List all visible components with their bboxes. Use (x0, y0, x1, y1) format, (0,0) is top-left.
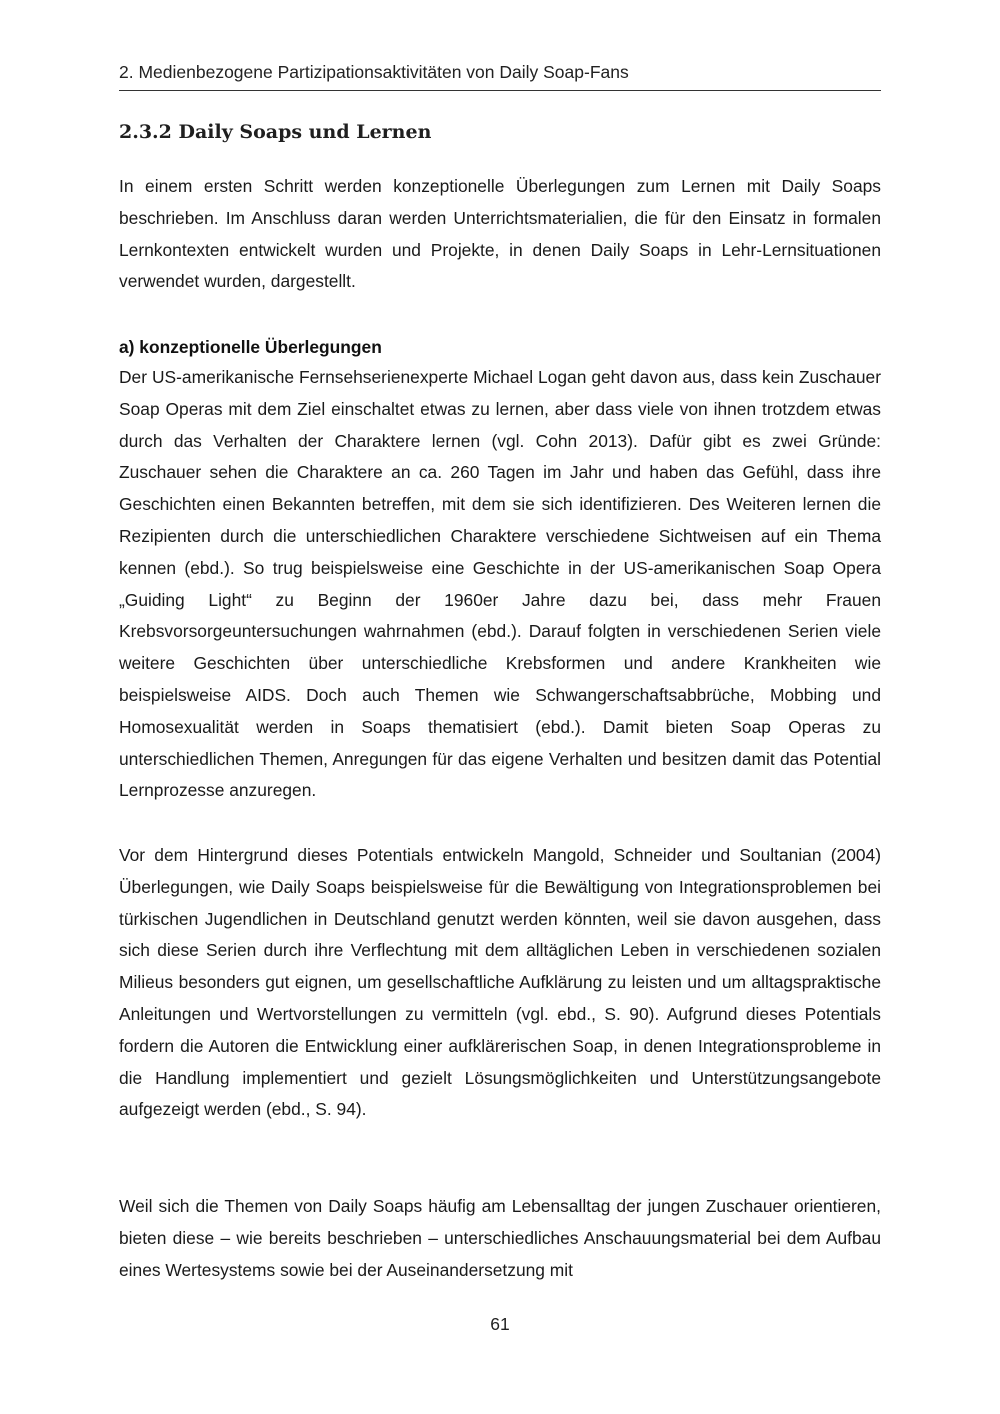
running-header: 2. Medienbezogene Partizipationsaktivitäten von Daily Soap-Fans (119, 62, 629, 82)
intro-paragraph: In einem ersten Schritt werden konzeptionelle Überlegungen zum Lernen mit Daily Soaps beschrieben. Im Anschluss daran werden Unterrichtsmaterialien, die für den Einsatz in formalen Lernkontexten entwickelt wurden und Projekte, in denen Daily Soaps in Lehr-Lernsituationen verwendet wurden, dargestellt. (119, 176, 881, 292)
body-paragraph: Weil sich die Themen von Daily Soaps häufig am Lebensalltag der jungen Zuschauer orientieren, bieten diese – wie bereits beschrieben – unterschiedliches Anschauungsmaterial bei dem Aufbau eines Wertesystems sowie bei der Auseinandersetzung mit (119, 1196, 881, 1280)
header-divider (119, 90, 881, 91)
subsection-heading: a) konzeptionelle Überlegungen (119, 337, 382, 357)
page-number: 61 (490, 1314, 510, 1334)
body-paragraph: Vor dem Hintergrund dieses Potentials entwickeln Mangold, Schneider und Soultanian (2004) Überlegungen, wie Daily Soaps beispielsweise für die Bewältigung von Integrationsproblemen bei türkischen Jugendlichen in Deutschland genutzt werden könnten, weil sie davon ausgehen, dass sich diese Serien durch ihre Verflechtung mit dem alltäglichen Leben in verschiedenen sozialen Milieus besonders gut eignen, um gesellschaftliche Aufklärung zu leisten und um alltagspraktische Anleitungen und Wertvorstellungen zu vermitteln (vgl. ebd., S. 90). Aufgrund dieses Potentials fordern die Autoren die Entwicklung einer aufklärerischen Soap, in denen Integrationsprobleme in die Handlung implementiert und gezielt Lösungsmöglichkeiten und Unterstützungsangebote aufgezeigt werden (ebd., S. 94). (119, 845, 881, 1120)
body-paragraph: Der US-amerikanische Fernsehserienexperte Michael Logan geht davon aus, dass kein Zuschauer Soap Operas mit dem Ziel einschaltet etwas zu lernen, aber dass viele von ihnen trotzdem etwas durch das Verhalten der Charaktere lernen (vgl. Cohn 2013). Dafür gibt es zwei Gründe: Zuschauer sehen die Charaktere an ca. 260 Tagen im Jahr und haben das Gefühl, dass ihre Geschichten einen Bekannten betreffen, mit dem sie sich identifizieren. Des Weiteren lernen die Rezipienten durch die unterschiedlichen Charaktere verschiedene Sichtweisen auf ein Thema kennen (ebd.). So trug beispielsweise eine Geschichte in der US-amerikanischen Soap Opera „Guiding Light“ zu Beginn der 1960er Jahre dazu bei, dass mehr Frauen Krebsvorsorgeuntersuchungen wahrnahmen (ebd.). Darauf folgten in verschiedenen Serien viele weitere Geschichten über unterschiedliche Krebsformen und andere Krankheiten wie beispielsweise AIDS. Doch auch Themen wie Schwangerschaftsabbrüche, Mobbing und Homosexualität werden in Soaps thematisiert (ebd.). Damit bieten Soap Operas zu unterschiedlichen Themen, Anregungen für das eigene Verhalten und besitzen damit das Potential Lernprozesse anzuregen. (119, 367, 881, 801)
section-heading: 2.3.2 Daily Soaps und Lernen (119, 121, 432, 143)
